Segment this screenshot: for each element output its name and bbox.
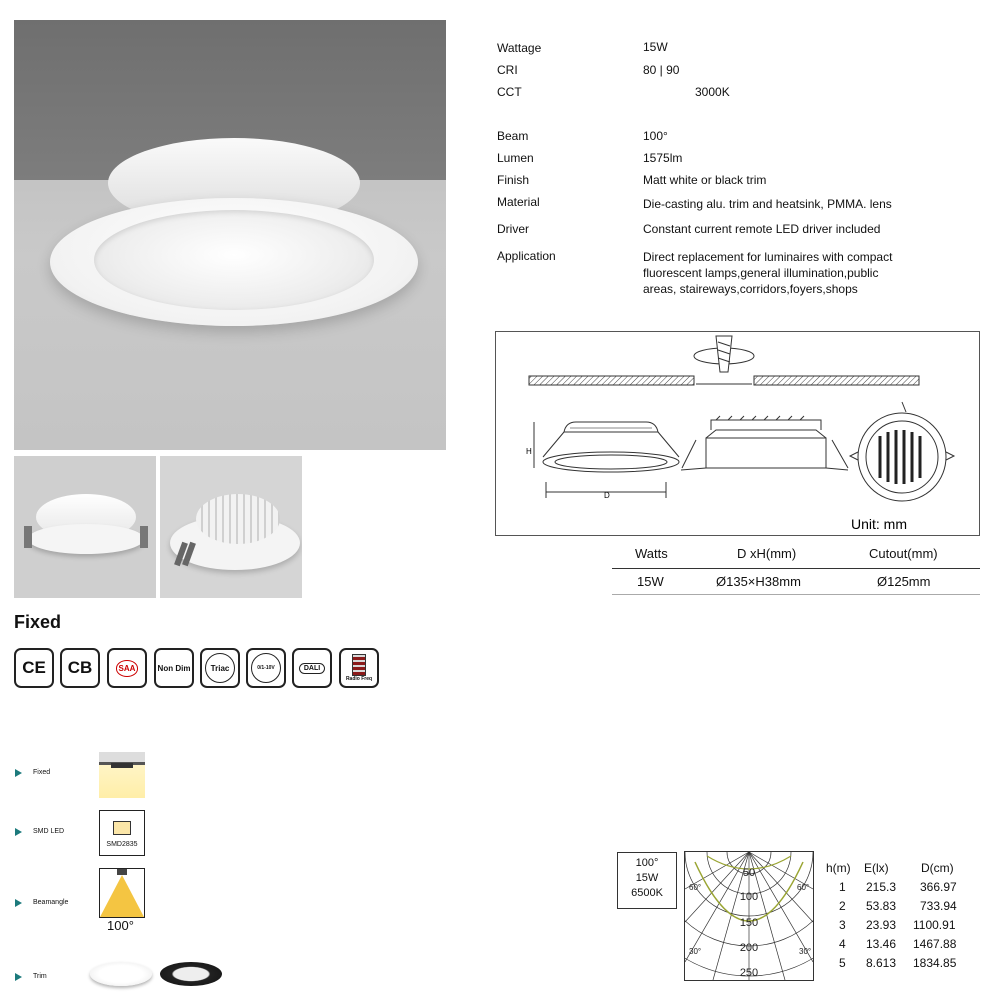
triac-icon: [200, 648, 240, 688]
fixed-install-icon: [99, 752, 145, 798]
thumbnail-front[interactable]: [14, 456, 156, 598]
spec-label-beam: Beam: [497, 129, 529, 143]
radio-freq-icon: [339, 648, 379, 688]
lux-row-h: 5: [839, 956, 846, 970]
angle-label: 30°: [799, 947, 812, 956]
spec-label-application: Application: [497, 249, 556, 263]
spec-value-lumen: 1575lm: [643, 151, 683, 165]
drawing-svg: [496, 332, 981, 537]
spec-label-wattage: Wattage: [497, 41, 542, 55]
lux-row-e: 215.3: [866, 880, 897, 894]
ring-label: 150: [739, 917, 759, 929]
unit-label: Unit: mm: [851, 516, 907, 532]
saa-label: SAA: [116, 660, 139, 677]
bullet-triangle-icon: [15, 899, 22, 907]
size-header-dimensions: D xH(mm): [737, 546, 797, 561]
ceiling-left: [529, 376, 694, 385]
lux-row-d: 733.94: [920, 899, 957, 913]
size-value-cutout: Ø125mm: [877, 574, 931, 589]
lux-header-h: h(m): [826, 861, 851, 875]
dimming-0-10v-icon: [246, 648, 286, 688]
ceiling-right: [754, 376, 919, 385]
lux-row-e: 53.83: [866, 899, 897, 913]
spec-value-cct: 3000K: [695, 85, 730, 99]
spec-value-cri: 80 | 90: [643, 63, 680, 77]
smd-label: SMD2835: [106, 841, 138, 848]
remote-icon: [352, 654, 366, 676]
thumbnail-back[interactable]: [160, 456, 302, 598]
radio-freq-label: Radio Freq: [345, 676, 373, 682]
spec-label-driver: Driver: [497, 222, 529, 236]
spec-value-application-line1: Direct replacement for luminaires with compact: [643, 250, 893, 264]
spec-label-lumen: Lumen: [497, 151, 534, 165]
beam-angle-value: 100°: [107, 918, 134, 933]
photometric-watts: 15W: [635, 872, 659, 884]
size-header-cutout: Cutout(mm): [869, 546, 938, 561]
cb-icon: CB: [60, 648, 100, 688]
saw-icon: [694, 336, 754, 372]
dali-label: DALI: [299, 663, 325, 674]
bullet-triangle-icon: [15, 973, 22, 981]
spec-label-cri: CRI: [497, 63, 518, 77]
lux-row-h: 2: [839, 899, 846, 913]
lux-header-d: D(cm): [921, 861, 954, 875]
polar-svg: [685, 852, 813, 980]
spec-value-wattage: 15W: [643, 40, 668, 54]
black-trim-icon[interactable]: [160, 962, 222, 986]
lux-row-h: 1: [839, 880, 846, 894]
lux-row-d: 1467.88: [913, 937, 957, 951]
ce-icon: CE: [14, 648, 54, 688]
feature-label-smd: SMD LED: [33, 828, 65, 835]
photometric-cct: 6500K: [631, 887, 663, 899]
ring-label: 250: [739, 967, 759, 979]
size-header-watts: Watts: [635, 546, 668, 561]
spec-label-cct: CCT: [497, 85, 522, 99]
bullet-triangle-icon: [15, 769, 22, 777]
dim-h-label: H: [526, 447, 532, 456]
dali-icon: [292, 648, 332, 688]
size-table-rule-bottom: [612, 594, 980, 595]
ring-label: 100: [739, 891, 759, 903]
lux-row-h: 3: [839, 918, 846, 932]
dim-d-label: D: [604, 491, 610, 500]
lux-row-e: 8.613: [866, 956, 897, 970]
angle-label: 60°: [689, 883, 702, 892]
ring-label: 50: [742, 867, 756, 879]
angle-label: 30°: [689, 947, 702, 956]
technical-drawing: [495, 331, 980, 536]
spec-value-beam: 100°: [643, 129, 668, 143]
product-photo: [14, 20, 446, 450]
feature-label-beam: Beamangle: [33, 899, 69, 906]
lux-row-d: 366.97: [920, 880, 957, 894]
lux-row-h: 4: [839, 937, 846, 951]
section-title: Fixed: [14, 612, 62, 632]
feature-label-trim: Trim: [33, 973, 47, 980]
side-view: [534, 422, 679, 498]
downlight-lens: [94, 210, 374, 310]
smd-led-icon: [99, 810, 145, 856]
angle-label: 60°: [797, 883, 810, 892]
spec-label-finish: Finish: [497, 173, 530, 187]
spec-value-material: Die-casting alu. trim and heatsink, PMMA. lens: [643, 197, 892, 211]
spec-value-application-line2: fluorescent lamps,general illumination,public: [643, 266, 879, 280]
photometric-spec-box: [617, 852, 677, 909]
spec-value-finish: Matt white or black trim: [643, 173, 767, 187]
spec-value-driver: Constant current remote LED driver included: [643, 222, 881, 236]
feature-label-fixed: Fixed: [33, 769, 51, 776]
spec-value-application-line3: areas, staireways,corridors,foyers,shops: [643, 282, 858, 296]
white-trim-icon[interactable]: [90, 962, 152, 986]
bullet-triangle-icon: [15, 828, 22, 836]
spec-label-material: Material: [497, 195, 540, 209]
dimming-label: 0/1-10V: [251, 653, 281, 683]
saa-icon: [107, 648, 147, 688]
size-value-dimensions: Ø135×H38mm: [716, 574, 801, 589]
size-table-rule-top: [612, 568, 980, 569]
size-value-watts: 15W: [637, 574, 664, 589]
lux-header-e: E(lx): [864, 861, 889, 875]
photometric-beam: 100°: [635, 857, 659, 869]
section-view: [681, 416, 848, 470]
beam-angle-icon: [99, 868, 145, 918]
lux-row-d: 1834.85: [913, 956, 957, 970]
lux-row-d: 1100.91: [913, 918, 956, 932]
lux-row-e: 13.46: [866, 937, 897, 951]
non-dim-icon: Non Dim: [154, 648, 194, 688]
top-view: [850, 402, 954, 501]
lux-row-e: 23.93: [866, 918, 897, 932]
triac-label: Triac: [205, 653, 235, 683]
polar-diagram: [684, 851, 814, 981]
ring-label: 200: [739, 942, 759, 954]
